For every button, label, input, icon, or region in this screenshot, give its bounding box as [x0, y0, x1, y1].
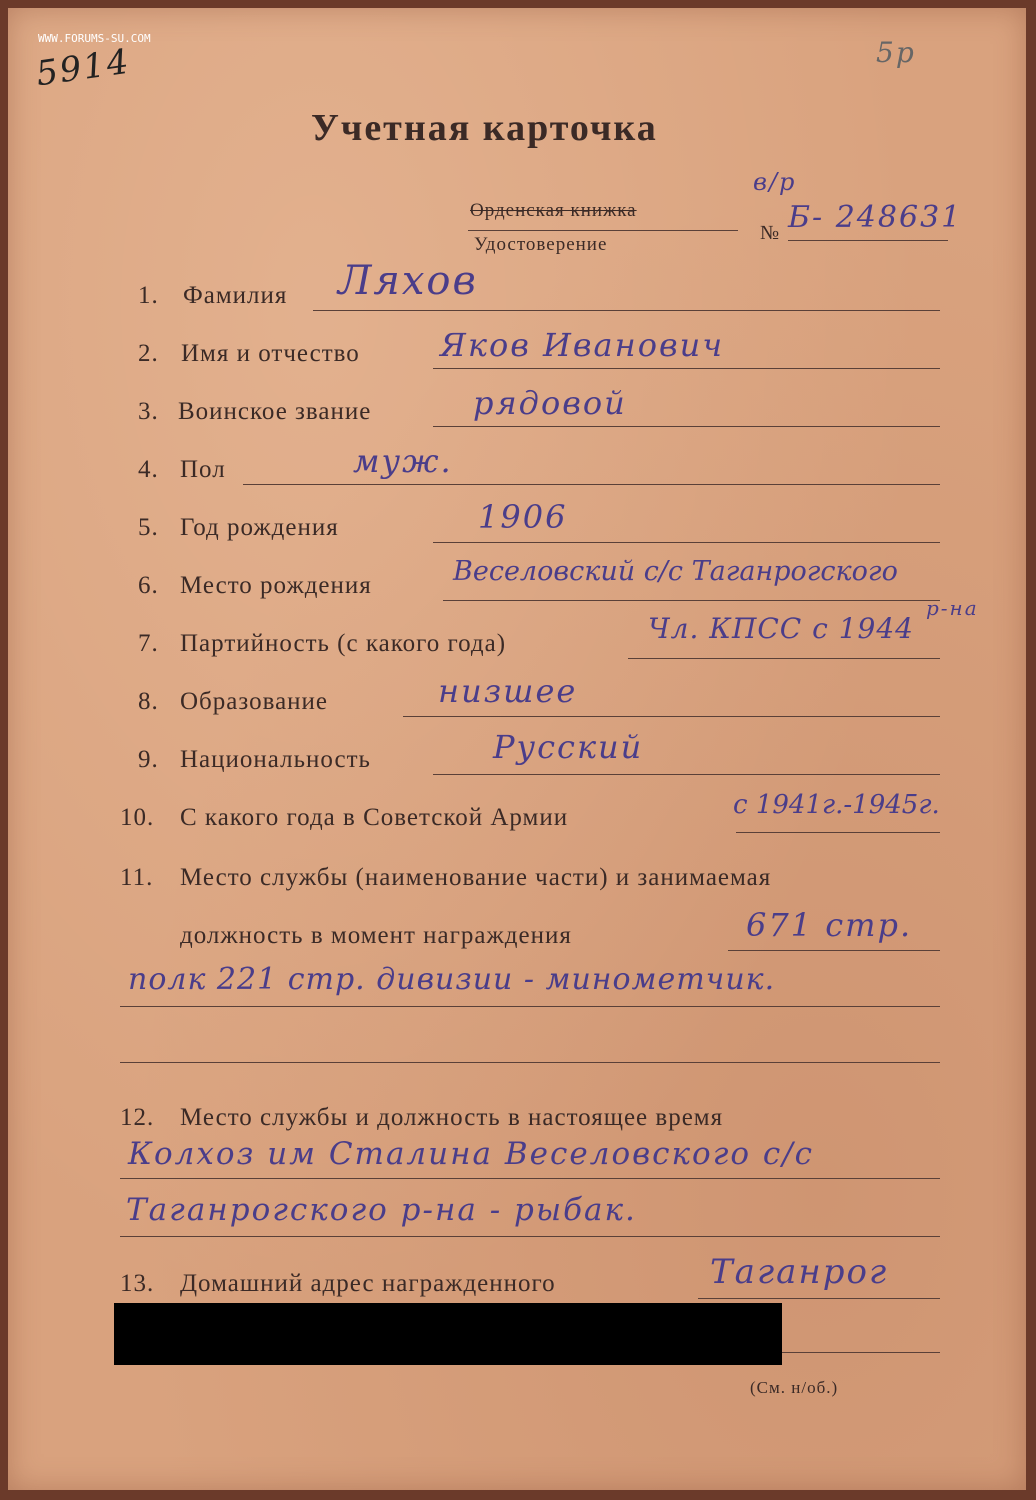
field-5-label: Год рождения	[180, 514, 339, 541]
field-10-value: с 1941г.-1945г.	[733, 790, 940, 820]
field-11-number: 11.	[120, 864, 154, 891]
card-title: Учетная карточка	[311, 107, 658, 149]
number-label: №	[760, 222, 781, 244]
field-8-value: низшее	[438, 672, 578, 710]
field-11-value-cont: полк 221 стр. дивизии - минометчик.	[128, 962, 776, 997]
field-6-number: 6.	[138, 572, 159, 599]
field-2-number: 2.	[138, 340, 159, 367]
field-1-value: Ляхов	[338, 258, 478, 304]
doc-number-prefix: в/р	[753, 168, 797, 196]
doc-type: Удостоверение	[474, 234, 608, 255]
footer-note: (См. н/об.)	[750, 1378, 839, 1397]
record-card	[8, 8, 1026, 1490]
field-2-label: Имя и отчество	[181, 340, 360, 367]
field-1-number: 1.	[138, 282, 159, 309]
field-9-number: 9.	[138, 746, 159, 773]
field-6-label: Место рождения	[180, 572, 372, 599]
field-9-label: Национальность	[180, 746, 371, 773]
redaction-bar	[114, 1303, 782, 1365]
field-7-label: Партийность (с какого года)	[180, 630, 507, 657]
field-13-number: 13.	[120, 1270, 155, 1297]
field-11-label-cont: должность в момент награждения	[180, 922, 572, 949]
field-3-value: рядовой	[473, 384, 627, 422]
struck-doc-type: Орденская книжка	[470, 200, 637, 221]
doc-number: Б- 248631	[788, 200, 963, 235]
field-8-label: Образование	[180, 688, 329, 715]
field-7-number: 7.	[138, 630, 159, 657]
field-12-number: 12.	[120, 1104, 155, 1131]
corner-note-left: 5914	[33, 41, 133, 95]
field-8-number: 8.	[138, 688, 159, 715]
field-4-value: муж.	[353, 442, 453, 480]
watermark: WWW.FORUMS-SU.COM	[38, 32, 151, 45]
field-12-value: Колхоз им Сталина Веселовского с/с	[128, 1136, 815, 1172]
field-1-label: Фамилия	[183, 282, 288, 309]
field-4-number: 4.	[138, 456, 159, 483]
field-5-value: 1906	[478, 498, 568, 536]
field-4-label: Пол	[180, 456, 226, 483]
field-13-value: Таганрог	[710, 1252, 889, 1292]
field-3-number: 3.	[138, 398, 159, 425]
field-7-value: Чл. КПСС с 1944	[648, 612, 914, 645]
field-11-label: Место службы (наименование части) и занимаемая	[180, 864, 772, 891]
field-3-label: Воинское звание	[178, 398, 372, 425]
field-10-label: С какого года в Советской Армии	[180, 804, 569, 831]
field-5-number: 5.	[138, 514, 159, 541]
field-2-value: Яков Иванович	[440, 326, 725, 364]
field-6-value-suffix: р-на	[926, 596, 979, 620]
field-12-label: Место службы и должность в настоящее время	[180, 1104, 724, 1131]
field-10-number: 10.	[120, 804, 155, 831]
field-9-value: Русский	[493, 728, 644, 766]
field-11-value: 671 стр.	[746, 906, 913, 944]
field-6-value: Веселовский с/с Таганрогского	[453, 556, 898, 587]
corner-note-right: 5р	[876, 36, 916, 69]
field-13-label: Домашний адрес награжденного	[180, 1270, 556, 1297]
field-12-value-cont: Таганрогского р-на - рыбак.	[126, 1192, 637, 1228]
